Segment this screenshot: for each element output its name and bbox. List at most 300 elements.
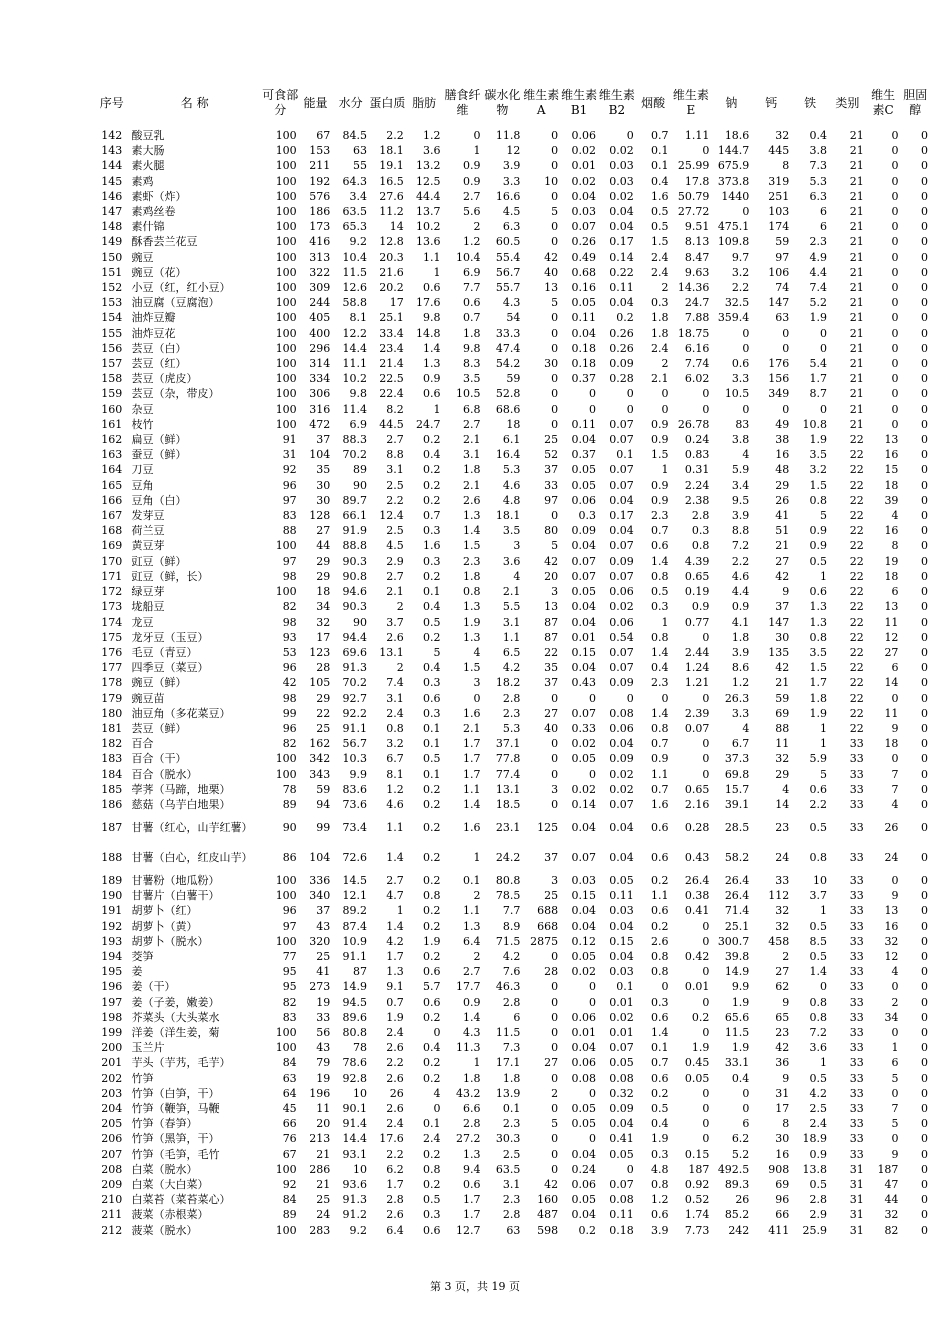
nutrient-value: 0	[921, 448, 928, 462]
nutrient-value: 8.9	[502, 919, 521, 933]
nutrient-value: 0	[891, 281, 899, 295]
nutrient-value: 8.6	[731, 661, 750, 675]
nutrient-value: 0.02	[609, 1010, 634, 1024]
nutrient-value: 0.03	[609, 965, 634, 979]
row-index: 211	[101, 1208, 123, 1222]
nutrient-value: 0.04	[571, 661, 596, 675]
nutrient-value: 11.4	[342, 402, 368, 416]
nutrient-value: 58.8	[342, 296, 368, 310]
column-header: 蛋白质	[369, 95, 406, 110]
nutrient-value: 96	[282, 721, 297, 735]
nutrient-value: 18	[884, 737, 899, 751]
row-index: 193	[101, 934, 123, 948]
nutrient-value: 0	[921, 752, 928, 766]
nutrient-value: 0	[891, 417, 899, 431]
nutrient-value: 0.4	[650, 174, 669, 188]
nutrient-value: 0.9	[650, 493, 669, 507]
nutrient-value: 273	[309, 980, 331, 994]
nutrient-value: 314	[309, 357, 331, 371]
nutrient-value: 0.2	[423, 569, 441, 583]
nutrient-value: 7.73	[684, 1223, 710, 1237]
nutrient-value: 77	[282, 949, 297, 963]
nutrient-value: 0.2	[691, 1010, 710, 1024]
nutrient-value: 0	[433, 1025, 441, 1039]
nutrient-value: 2	[661, 357, 669, 371]
nutrient-value: 0.1	[650, 159, 669, 173]
nutrient-value: 0.8	[809, 493, 828, 507]
nutrient-value: 27	[775, 965, 790, 979]
nutrient-value: 0.2	[423, 1056, 441, 1070]
nutrient-value: 82	[282, 737, 297, 751]
nutrient-value: 156	[768, 372, 790, 386]
nutrient-value: 5.3	[502, 721, 521, 735]
nutrient-value: 21	[316, 1147, 331, 1161]
nutrient-value: 0.1	[650, 1041, 669, 1055]
nutrient-value: 0	[891, 144, 899, 158]
nutrient-value: 1.4	[423, 341, 441, 355]
nutrient-value: 4	[433, 1086, 441, 1100]
nutrient-value: 0.8	[423, 1162, 441, 1176]
nutrient-value: 51	[775, 524, 790, 538]
row-index: 162	[101, 433, 123, 447]
nutrient-value: 40	[544, 721, 559, 735]
nutrient-value: 2.9	[386, 554, 404, 568]
nutrient-value: 322	[309, 265, 331, 279]
food-name: 豇豆（鲜，长）	[131, 569, 209, 583]
nutrient-value: 26.4	[724, 889, 750, 903]
table-row	[96, 417, 930, 432]
nutrient-value: 0	[551, 1025, 559, 1039]
nutrient-value: 0.68	[571, 265, 596, 279]
food-name: 油豆腐（豆腐泡）	[131, 296, 220, 310]
nutrient-value: 3.9	[731, 509, 750, 523]
nutrient-value: 7.3	[502, 1041, 521, 1055]
nutrient-value: 1	[661, 615, 669, 629]
nutrient-value: 112	[768, 889, 790, 903]
nutrient-value: 63	[282, 1071, 297, 1085]
nutrient-value: 97	[544, 493, 559, 507]
nutrient-value: 3.4	[349, 189, 368, 203]
nutrient-value: 0.09	[609, 357, 634, 371]
nutrient-value: 0.07	[609, 463, 634, 477]
nutrient-value: 0	[551, 509, 559, 523]
nutrient-value: 21	[849, 417, 864, 431]
row-index: 184	[101, 767, 123, 781]
nutrient-value: 21	[849, 357, 864, 371]
nutrient-value: 96	[282, 478, 297, 492]
nutrient-value: 0.2	[423, 1177, 441, 1191]
nutrient-value: 296	[309, 341, 331, 355]
nutrient-value: 78	[353, 1041, 368, 1055]
nutrient-value: 0	[626, 402, 634, 416]
nutrient-value: 19	[884, 554, 899, 568]
nutrient-value: 17.6	[416, 296, 441, 310]
nutrient-value: 0.06	[571, 1010, 596, 1024]
nutrient-value: 59	[506, 372, 521, 386]
nutrient-value: 89	[353, 463, 368, 477]
nutrient-value: 92	[282, 463, 297, 477]
nutrient-value: 34	[316, 600, 331, 614]
nutrient-value: 0	[473, 129, 481, 142]
nutrient-value: 1.4	[386, 919, 404, 933]
row-index: 197	[101, 995, 123, 1009]
nutrient-value: 0	[551, 129, 559, 142]
nutrient-value: 12.4	[379, 509, 404, 523]
nutrient-value: 22	[849, 493, 864, 507]
nutrient-value: 0	[921, 706, 928, 720]
nutrient-value: 1.3	[462, 1147, 481, 1161]
nutrient-value: 6.2	[386, 1162, 404, 1176]
nutrient-value: 0	[921, 1025, 928, 1039]
nutrient-value: 0	[661, 691, 669, 705]
nutrient-value: 0	[921, 311, 928, 325]
nutrient-value: 0.04	[609, 493, 634, 507]
column-header: 烟酸	[641, 95, 666, 110]
nutrient-value: 2.6	[386, 1208, 404, 1222]
nutrient-value: 4.3	[502, 296, 521, 310]
nutrient-value: 77.8	[495, 752, 521, 766]
nutrient-value: 11.5	[342, 265, 368, 279]
nutrient-value: 38	[775, 433, 790, 447]
nutrient-value: 10.8	[802, 417, 828, 431]
food-name: 芸豆（白）	[131, 341, 187, 355]
nutrient-value: 12	[506, 144, 521, 158]
nutrient-value: 92	[282, 1177, 297, 1191]
nutrient-value: 0	[702, 767, 710, 781]
nutrient-value: 0	[702, 1117, 710, 1131]
nutrient-value: 0	[921, 357, 928, 371]
nutrient-value: 33	[849, 995, 864, 1009]
nutrient-value: 405	[309, 311, 331, 325]
nutrient-value: 0.4	[650, 1117, 669, 1131]
nutrient-value: 4.4	[809, 265, 828, 279]
nutrient-value: 100	[275, 889, 297, 903]
nutrient-value: 0.02	[571, 174, 596, 188]
nutrient-value: 30	[775, 1132, 790, 1146]
nutrient-value: 33	[849, 737, 864, 751]
nutrient-value: 6.2	[731, 1132, 750, 1146]
nutrient-value: 0.05	[571, 949, 596, 963]
nutrient-value: 9.4	[462, 1162, 481, 1176]
nutrient-value: 27.2	[455, 1132, 481, 1146]
nutrient-value: 100	[275, 934, 297, 948]
nutrient-value: 0.6	[650, 1071, 669, 1085]
nutrient-value: 286	[309, 1162, 331, 1176]
nutrient-value: 0.41	[684, 904, 710, 918]
nutrient-value: 42	[544, 1177, 559, 1191]
row-index: 168	[101, 524, 123, 538]
nutrient-value: 46.3	[495, 980, 521, 994]
nutrient-value: 0	[921, 463, 928, 477]
nutrient-value: 0.01	[571, 159, 596, 173]
nutrient-value: 472	[309, 417, 331, 431]
nutrient-value: 55.4	[495, 250, 521, 264]
nutrient-value: 25.1	[724, 919, 750, 933]
nutrient-value: 21	[849, 144, 864, 158]
table-row	[96, 691, 930, 706]
food-name: 油炸豆花	[131, 326, 176, 340]
nutrient-value: 2.7	[462, 965, 481, 979]
nutrient-value: 0.4	[423, 661, 441, 675]
nutrient-value: 0.6	[423, 691, 441, 705]
nutrient-value: 309	[309, 281, 331, 295]
nutrient-value: 340	[309, 889, 331, 903]
nutrient-value: 4.39	[684, 554, 710, 568]
nutrient-value: 313	[309, 250, 331, 264]
nutrient-value: 0.6	[650, 1208, 669, 1222]
nutrient-value: 0.42	[684, 949, 710, 963]
nutrient-value: 1	[473, 144, 481, 158]
nutrient-value: 1	[820, 721, 828, 735]
nutrient-value: 316	[309, 402, 331, 416]
nutrient-value: 8.5	[809, 934, 828, 948]
nutrient-value: 21	[849, 265, 864, 279]
nutrient-value: 18	[316, 585, 331, 599]
nutrient-value: 0.6	[423, 387, 441, 401]
nutrient-value: 24.7	[684, 296, 710, 310]
nutrient-value: 28	[316, 661, 331, 675]
nutrient-value: 0.17	[609, 235, 634, 249]
nutrient-value: 5.3	[809, 174, 828, 188]
nutrient-value: 2875	[530, 934, 559, 948]
nutrient-value: 27	[544, 706, 559, 720]
nutrient-value: 4	[891, 509, 899, 523]
nutrient-value: 174	[768, 220, 790, 234]
nutrient-value: 43.2	[455, 1086, 481, 1100]
nutrient-value: 0.04	[609, 1117, 634, 1131]
nutrient-value: 3.9	[731, 645, 750, 659]
food-name: 芋头（芋艿，毛芋）	[131, 1056, 231, 1070]
nutrient-value: 3.1	[462, 448, 481, 462]
nutrient-value: 8.1	[349, 311, 368, 325]
nutrient-value: 12	[884, 949, 899, 963]
nutrient-value: 9	[891, 721, 899, 735]
nutrient-value: 100	[275, 250, 297, 264]
nutrient-value: 69.8	[724, 767, 750, 781]
nutrient-value: 0	[921, 904, 928, 918]
nutrient-value: 30	[544, 357, 559, 371]
nutrient-value: 33	[544, 478, 559, 492]
nutrient-value: 0	[921, 767, 928, 781]
nutrient-value: 91.3	[342, 1193, 368, 1207]
nutrient-value: 42	[544, 554, 559, 568]
nutrient-value: 3	[551, 873, 559, 887]
nutrient-value: 1.4	[650, 645, 669, 659]
nutrient-value: 2.4	[650, 265, 669, 279]
nutrient-value: 1.3	[462, 600, 481, 614]
nutrient-value: 13	[544, 600, 559, 614]
table-row	[96, 843, 930, 873]
table-row	[96, 615, 930, 630]
nutrient-value: 0	[551, 1041, 559, 1055]
nutrient-value: 0	[921, 569, 928, 583]
nutrient-value: 7	[891, 1101, 899, 1115]
table-row	[96, 1101, 930, 1116]
nutrient-value: 0.07	[571, 569, 596, 583]
nutrient-value: 33	[849, 1101, 864, 1115]
nutrient-value: 359.4	[717, 311, 750, 325]
nutrient-value: 411	[768, 1223, 790, 1237]
nutrient-value: 0.5	[809, 919, 828, 933]
row-index: 150	[101, 250, 123, 264]
nutrient-value: 1	[820, 569, 828, 583]
row-index: 174	[101, 615, 123, 629]
nutrient-value: 0.5	[423, 615, 441, 629]
nutrient-value: 0.04	[609, 524, 634, 538]
nutrient-value: 1.5	[462, 539, 481, 553]
nutrient-value: 21	[849, 220, 864, 234]
nutrient-value: 2	[396, 600, 404, 614]
nutrient-value: 88	[775, 721, 790, 735]
nutrient-value: 17.1	[495, 1056, 521, 1070]
table-row	[96, 675, 930, 690]
nutrient-value: 0	[551, 949, 559, 963]
nutrient-value: 0	[551, 1162, 559, 1176]
nutrient-value: 1.7	[386, 1177, 404, 1191]
nutrient-value: 9.63	[684, 265, 710, 279]
nutrient-value: 83	[735, 417, 750, 431]
column-header: 脂肪	[412, 95, 437, 110]
table-row	[96, 782, 930, 797]
nutrient-value: 41	[316, 965, 331, 979]
nutrient-value: 18	[506, 417, 521, 431]
nutrient-value: 0.5	[650, 1101, 669, 1115]
table-row	[96, 751, 930, 766]
nutrient-value: 10.4	[455, 250, 481, 264]
nutrient-value: 0	[588, 387, 596, 401]
nutrient-value: 71.4	[724, 904, 750, 918]
nutrient-value: 1.8	[650, 326, 669, 340]
nutrient-value: 90.8	[342, 569, 368, 583]
food-name: 百合（脱水）	[131, 767, 198, 781]
table-row	[96, 204, 930, 219]
nutrient-value: 9.8	[423, 311, 441, 325]
row-index: 143	[101, 144, 123, 158]
table-row	[96, 265, 930, 280]
nutrient-value: 2.8	[462, 1117, 481, 1131]
nutrient-value: 23	[775, 1025, 790, 1039]
nutrient-value: 1.6	[650, 797, 669, 811]
nutrient-value: 9.9	[349, 767, 368, 781]
nutrient-value: 100	[275, 159, 297, 173]
row-index: 166	[101, 493, 123, 507]
nutrient-value: 8.2	[386, 402, 404, 416]
nutrient-value: 22	[849, 691, 864, 705]
nutrient-value: 33	[849, 782, 864, 796]
nutrient-value: 32	[775, 919, 790, 933]
nutrient-value: 0.09	[609, 676, 634, 690]
nutrient-value: 0.8	[809, 630, 828, 644]
nutrient-value: 0.6	[650, 820, 669, 834]
nutrient-value: 33	[849, 965, 864, 979]
nutrient-value: 2.1	[462, 721, 481, 735]
nutrient-value: 0.9	[650, 752, 669, 766]
nutrient-value: 0	[702, 691, 710, 705]
nutrient-value: 0.5	[809, 949, 828, 963]
nutrient-value: 3.2	[809, 463, 828, 477]
table-row	[96, 295, 930, 310]
nutrient-value: 2.1	[502, 585, 521, 599]
nutrient-value: 0.05	[571, 585, 596, 599]
nutrient-value: 2.7	[386, 569, 404, 583]
nutrient-value: 0	[782, 326, 790, 340]
nutrient-value: 69	[775, 1177, 790, 1191]
row-index: 161	[101, 417, 123, 431]
nutrient-value: 91.4	[342, 1117, 368, 1131]
table-row	[96, 1131, 930, 1146]
nutrient-value: 8.3	[462, 357, 481, 371]
nutrient-value: 0.6	[650, 1010, 669, 1024]
nutrient-value: 74	[775, 281, 790, 295]
nutrient-value: 0	[891, 357, 899, 371]
nutrient-value: 2.2	[809, 797, 828, 811]
nutrient-value: 103	[768, 205, 790, 219]
nutrient-value: 9.5	[731, 493, 750, 507]
nutrient-value: 0.02	[571, 965, 596, 979]
food-name: 素鸡	[131, 174, 154, 188]
nutrient-value: 9.2	[349, 235, 368, 249]
nutrient-value: 12.1	[342, 889, 368, 903]
nutrient-value: 0.05	[609, 1056, 634, 1070]
nutrient-value: 1	[433, 402, 441, 416]
row-index: 149	[101, 235, 123, 249]
nutrient-value: 14	[389, 220, 404, 234]
nutrient-value: 0	[742, 1086, 750, 1100]
nutrient-value: 0	[921, 509, 928, 523]
nutrient-value: 3.1	[502, 1177, 521, 1191]
nutrient-value: 0	[921, 281, 928, 295]
nutrient-value: 27	[884, 645, 899, 659]
nutrient-value: 458	[768, 934, 790, 948]
nutrient-value: 0	[702, 144, 710, 158]
nutrient-value: 33	[849, 767, 864, 781]
nutrient-value: 47	[884, 1177, 899, 1191]
nutrient-value: 92.8	[342, 1071, 368, 1085]
nutrient-value: 18.2	[495, 676, 521, 690]
nutrient-value: 0.2	[423, 782, 441, 796]
nutrient-value: 0.06	[609, 615, 634, 629]
row-index: 185	[101, 782, 123, 796]
nutrient-value: 5	[891, 1071, 899, 1085]
nutrient-value: 11	[884, 706, 899, 720]
nutrient-value: 0	[702, 965, 710, 979]
nutrient-value: 0	[921, 661, 928, 675]
nutrient-value: 2.3	[809, 235, 828, 249]
nutrient-value: 0	[921, 615, 928, 629]
nutrient-value: 11	[775, 737, 790, 751]
nutrient-value: 6	[891, 661, 899, 675]
nutrient-value: 0.11	[571, 417, 596, 431]
nutrient-value: 21	[849, 296, 864, 310]
nutrient-value: 0.07	[571, 851, 596, 865]
nutrient-value: 2	[473, 889, 481, 903]
table-row	[96, 767, 930, 782]
food-name: 姜（子姜，嫩姜）	[131, 995, 220, 1009]
nutrient-value: 70.2	[342, 676, 368, 690]
nutrient-value: 0	[921, 1041, 928, 1055]
food-name: 豌豆（花）	[131, 265, 187, 279]
nutrient-value: 6.8	[462, 402, 481, 416]
nutrient-value: 0.6	[809, 585, 828, 599]
nutrient-value: 211	[309, 159, 331, 173]
table-row	[96, 523, 930, 538]
nutrient-value: 0.83	[684, 448, 710, 462]
nutrient-value: 33	[849, 980, 864, 994]
nutrient-value: 1.8	[462, 463, 481, 477]
row-index: 155	[101, 326, 123, 340]
nutrient-value: 0.04	[571, 615, 596, 629]
nutrient-value: 0.8	[691, 539, 710, 553]
